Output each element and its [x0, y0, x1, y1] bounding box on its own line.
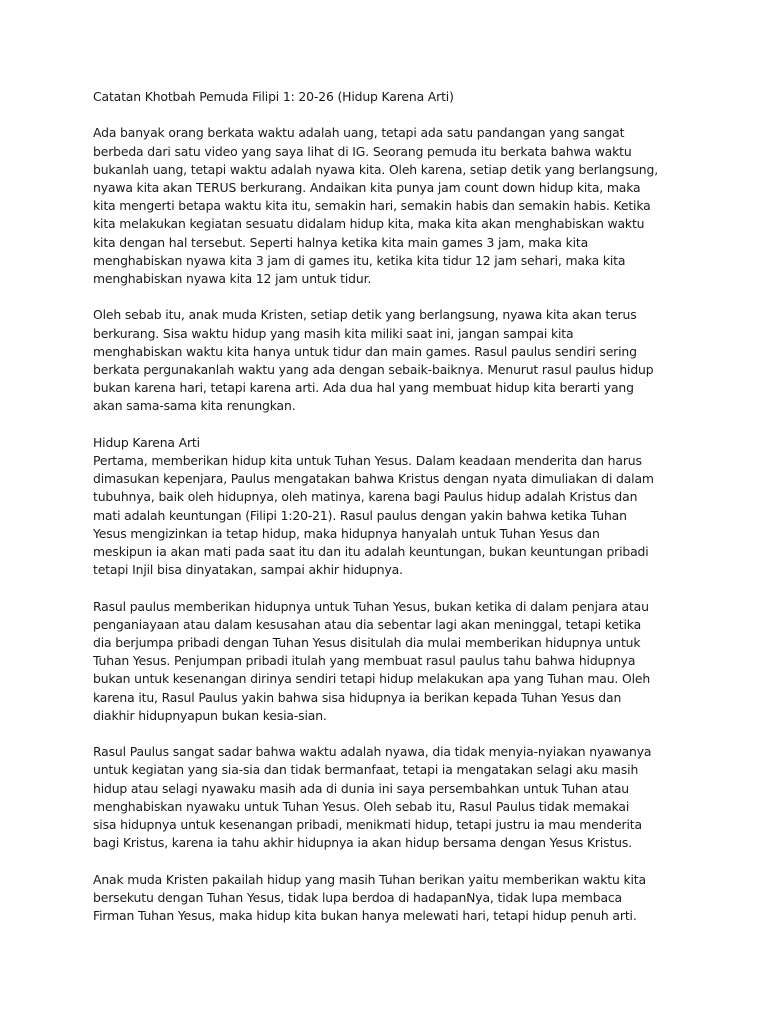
text-line: bukan karena hari, tetapi karena arti. Ada dua hal yang membuat hidup kita berarti yang [93, 380, 634, 396]
text-line: Anak muda Kristen pakailah hidup yang masih Tuhan berikan yaitu memberikan waktu kita [93, 871, 646, 887]
text-line: mati adalah keuntungan (Filipi 1:20-21). Rasul paulus dengan yakin bahwa ketika Tuhan [93, 507, 627, 523]
text-line: dimasukan kepenjara, Paulus mengatakan bahwa Kristus dengan nyata dimuliakan di dalam [93, 471, 654, 487]
text-line: tubuhnya, baik oleh hidupnya, oleh matinya, karena bagi Paulus hidup adalah Kristus dan [93, 489, 638, 505]
text-line: kita dengan hal tersebut. Seperti halnya ketika kita main games 3 jam, maka kita [93, 234, 589, 250]
text-line: kita mengerti betapa waktu kita itu, semakin hari, semakin habis dan semakin habis. Ketika [93, 198, 651, 214]
text-line: Tuhan Yesus. Penjumpan pribadi itulah yang membuat rasul paulus tahu bahwa hidupnya [93, 653, 636, 669]
text-line: sisa hidupnya untuk kesenangan pribadi, menikmati hidup, tetapi justru ia mau menderita [93, 817, 642, 833]
text-line: bukan untuk kesenangan dirinya sendiri tetapi hidup melakukan apa yang Tuhan mau. Oleh [93, 671, 651, 687]
text-line: menghabiskan nyawa kita 12 jam untuk tidur. [93, 271, 372, 287]
document-body [93, 88, 703, 943]
text-line: menghabiskan nyawaku untuk Tuhan Yesus. Oleh sebab itu, Rasul Paulus tidak memakai [93, 798, 630, 814]
paragraph [93, 871, 703, 926]
text-line: berkurang. Sisa waktu hidup yang masih kita miliki saat ini, jangan sampai kita [93, 325, 574, 341]
text-line: meskipun ia akan mati pada saat itu dan itu adalah keuntungan, bukan keuntungan pribadi [93, 544, 649, 560]
text-line: bersekutu dengan Tuhan Yesus, tidak lupa berdoa di hadapanNya, tidak lupa membaca [93, 889, 622, 905]
paragraph [93, 306, 703, 415]
text-line: bagi Kristus, karena ia tahu akhir hidupnya ia akan hidup bersama dengan Yesus Kristus. [93, 835, 632, 851]
text-line: berkata pergunakanlah waktu yang ada dengan sebaik-baiknya. Menurut rasul paulus hidup [93, 362, 654, 378]
text-line: menghabiskan nyawa kita 3 jam di games itu, ketika kita tidur 12 jam sehari, maka kita [93, 252, 626, 268]
text-line: tetapi Injil bisa dinyatakan, sampai akhir hidupnya. [93, 562, 403, 578]
text-line: diakhir hidupnyapun bukan kesia-sian. [93, 707, 327, 723]
text-line: Firman Tuhan Yesus, maka hidup kita bukan hanya melewati hari, tetapi hidup penuh arti. [93, 908, 637, 924]
paragraph [93, 124, 703, 288]
text-line: Yesus mengizinkan ia tetap hidup, maka hidupnya hanyalah untuk Tuhan Yesus dan [93, 525, 600, 541]
document-title: Catatan Khotbah Pemuda Filipi 1: 20-26 (Hidup Karena Arti) [93, 89, 454, 104]
text-line: Ada banyak orang berkata waktu adalah uang, tetapi ada satu pandangan yang sangat [93, 125, 625, 141]
text-line: berbeda dari satu video yang saya lihat di IG. Seorang pemuda itu berkata bahwa waktu [93, 143, 632, 159]
paragraph [93, 434, 703, 580]
text-line: Rasul Paulus sangat sadar bahwa waktu adalah nyawa, dia tidak menyia-nyiakan nyawanya [93, 744, 652, 760]
paragraph [93, 598, 703, 725]
text-line: bukanlah uang, tetapi waktu adalah nyawa kita. Oleh karena, setiap detik yang berlangsung, [93, 161, 658, 177]
paragraph [93, 743, 703, 852]
text-line: karena itu, Rasul Paulus yakin bahwa sisa hidupnya ia berikan kepada Tuhan Yesus dan [93, 689, 622, 705]
text-line: dia berjumpa pribadi dengan Tuhan Yesus disitulah dia mulai memberikan hidupnya untuk [93, 635, 641, 651]
text-line: nyawa kita akan TERUS berkurang. Andaikan kita punya jam count down hidup kita, maka [93, 180, 641, 195]
text-line: penganiayaan atau dalam kesusahan atau dia sebentar lagi akan meninggal, tetapi ketika [93, 616, 642, 632]
text-line: Rasul paulus memberikan hidupnya untuk Tuhan Yesus, bukan ketika di dalam penjara atau [93, 598, 649, 614]
text-line: Oleh sebab itu, anak muda Kristen, setiap detik yang berlangsung, nyawa kita akan terus [93, 307, 637, 323]
text-line: hidup atau selagi nyawaku masih ada di dunia ini saya persembahkan untuk Tuhan atau [93, 780, 629, 796]
text-line: akan sama-sama kita renungkan. [93, 398, 296, 414]
text-line: untuk kegiatan yang sia-sia dan tidak bermanfaat, tetapi ia mengatakan selagi aku masih [93, 762, 639, 778]
text-line: Pertama, memberikan hidup kita untuk Tuhan Yesus. Dalam keadaan menderita dan harus [93, 453, 642, 469]
text-line: kita melakukan kegiatan sesuatu didalam hidup kita, maka kita akan menghabiskan waktu [93, 216, 645, 232]
text-line: menghabiskan waktu kita hanya untuk tidur dan main games. Rasul paulus sendiri sering [93, 343, 637, 359]
text-line: Hidup Karena Arti [93, 434, 200, 450]
